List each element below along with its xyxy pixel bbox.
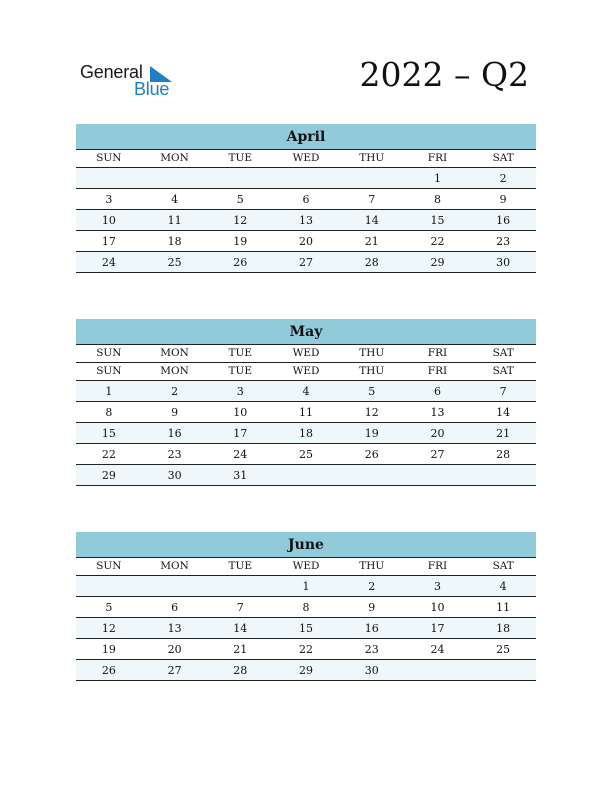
- week-row: [76, 618, 536, 639]
- week-row: [76, 660, 536, 681]
- weekday-label: FRI: [427, 365, 448, 377]
- day-cell: 23: [496, 235, 511, 248]
- weekday-label: SUN: [96, 365, 122, 377]
- weekday-label: TUE: [228, 560, 253, 572]
- day-cell: 27: [167, 664, 182, 677]
- day-cell: 16: [364, 622, 379, 635]
- day-cell: 17: [101, 235, 116, 248]
- day-cell: 6: [433, 385, 441, 398]
- weekday-label: SAT: [492, 365, 514, 377]
- day-cell: 10: [233, 406, 248, 419]
- week-row: [76, 252, 536, 273]
- week-row: [76, 210, 536, 231]
- day-cell: 6: [302, 193, 310, 206]
- day-cell: 1: [105, 385, 113, 398]
- page-title: 2022 – Q2: [359, 55, 529, 94]
- weekday-label: FRI: [427, 347, 448, 359]
- week-row: [76, 168, 536, 189]
- day-cell: [273, 168, 339, 188]
- weekday-header-row: [76, 558, 536, 576]
- day-cell: 7: [499, 385, 507, 398]
- week-row: [76, 444, 536, 465]
- weekday-label: SUN: [96, 347, 122, 359]
- day-cell: 7: [236, 601, 244, 614]
- weekday-label: FRI: [427, 560, 448, 572]
- day-cell: [470, 660, 536, 680]
- day-cell: 27: [430, 448, 445, 461]
- day-cell: 4: [171, 193, 179, 206]
- weekday-label: MON: [160, 365, 189, 377]
- weekday-label: THU: [359, 347, 385, 359]
- day-cell: 18: [299, 427, 314, 440]
- day-cell: 26: [364, 448, 379, 461]
- day-cell: [273, 465, 339, 485]
- weekday-label: WED: [292, 365, 320, 377]
- day-cell: 30: [167, 469, 182, 482]
- day-cell: [405, 465, 471, 485]
- month-may: [76, 319, 536, 486]
- day-cell: 18: [167, 235, 182, 248]
- month-name: June: [76, 532, 536, 558]
- day-cell: 30: [496, 256, 511, 269]
- day-cell: [207, 168, 273, 188]
- day-cell: [142, 168, 208, 188]
- day-cell: 28: [364, 256, 379, 269]
- day-cell: 20: [299, 235, 314, 248]
- week-row: [76, 402, 536, 423]
- week-row: [76, 423, 536, 444]
- day-cell: 9: [499, 193, 507, 206]
- weekday-label: TUE: [228, 365, 253, 377]
- weekday-label: THU: [359, 365, 385, 377]
- day-cell: 30: [364, 664, 379, 677]
- day-cell: 3: [105, 193, 113, 206]
- day-cell: 9: [368, 601, 376, 614]
- day-cell: 18: [496, 622, 511, 635]
- day-cell: 17: [430, 622, 445, 635]
- month-name: May: [76, 319, 536, 345]
- weekday-label: TUE: [228, 347, 253, 359]
- day-cell: 26: [101, 664, 116, 677]
- weekday-header-row: [76, 345, 536, 363]
- day-cell: [76, 576, 142, 596]
- weekday-label: WED: [292, 152, 320, 164]
- day-cell: 8: [105, 406, 113, 419]
- weekday-label: MON: [160, 347, 189, 359]
- weekday-label: WED: [292, 347, 320, 359]
- day-cell: 24: [233, 448, 248, 461]
- day-cell: 27: [299, 256, 314, 269]
- week-row: [76, 189, 536, 210]
- weekday-label: SUN: [96, 152, 122, 164]
- day-cell: [76, 168, 142, 188]
- day-cell: 20: [167, 643, 182, 656]
- day-cell: [470, 465, 536, 485]
- day-cell: 16: [496, 214, 511, 227]
- day-cell: 5: [368, 385, 376, 398]
- weekday-header-row: [76, 150, 536, 168]
- day-cell: 23: [167, 448, 182, 461]
- week-row: [76, 465, 536, 486]
- day-cell: 15: [430, 214, 445, 227]
- week-row: [76, 231, 536, 252]
- day-cell: 8: [433, 193, 441, 206]
- day-cell: 10: [101, 214, 116, 227]
- month-june: [76, 532, 536, 681]
- day-cell: 21: [364, 235, 379, 248]
- day-cell: 22: [299, 643, 314, 656]
- weekday-label: SUN: [96, 560, 122, 572]
- day-cell: 25: [299, 448, 314, 461]
- day-cell: 25: [496, 643, 511, 656]
- day-cell: 4: [302, 385, 310, 398]
- day-cell: 16: [167, 427, 182, 440]
- day-cell: 2: [499, 172, 507, 185]
- day-cell: 2: [368, 580, 376, 593]
- day-cell: 4: [499, 580, 507, 593]
- logo-text-general: General: [80, 62, 143, 82]
- weekday-label: FRI: [427, 152, 448, 164]
- month-april: [76, 124, 536, 273]
- day-cell: [339, 168, 405, 188]
- weekday-label: MON: [160, 560, 189, 572]
- day-cell: 1: [433, 172, 441, 185]
- day-cell: 12: [364, 406, 379, 419]
- weekday-label: WED: [292, 560, 320, 572]
- weekday-label: SAT: [492, 152, 514, 164]
- weekday-label: THU: [359, 152, 385, 164]
- month-name: April: [76, 124, 536, 150]
- day-cell: 6: [171, 601, 179, 614]
- day-cell: 10: [430, 601, 445, 614]
- day-cell: [339, 465, 405, 485]
- week-row: [76, 381, 536, 402]
- weekday-label: SAT: [492, 347, 514, 359]
- day-cell: 12: [101, 622, 116, 635]
- day-cell: [207, 576, 273, 596]
- brand-logo: [80, 62, 180, 98]
- day-cell: 28: [496, 448, 511, 461]
- day-cell: [405, 660, 471, 680]
- day-cell: 3: [236, 385, 244, 398]
- weekday-label: TUE: [228, 152, 253, 164]
- day-cell: 31: [233, 469, 248, 482]
- day-cell: 14: [364, 214, 379, 227]
- day-cell: 15: [299, 622, 314, 635]
- day-cell: 17: [233, 427, 248, 440]
- day-cell: 13: [167, 622, 182, 635]
- day-cell: 21: [496, 427, 511, 440]
- day-cell: 14: [496, 406, 511, 419]
- day-cell: 22: [430, 235, 445, 248]
- day-cell: 24: [101, 256, 116, 269]
- day-cell: 11: [299, 406, 314, 419]
- week-row: [76, 597, 536, 618]
- day-cell: 5: [105, 601, 113, 614]
- day-cell: 26: [233, 256, 248, 269]
- day-cell: 12: [233, 214, 248, 227]
- day-cell: 2: [171, 385, 179, 398]
- day-cell: 13: [299, 214, 314, 227]
- day-cell: 11: [167, 214, 182, 227]
- day-cell: 15: [101, 427, 116, 440]
- day-cell: 28: [233, 664, 248, 677]
- week-row: [76, 639, 536, 660]
- day-cell: 19: [233, 235, 248, 248]
- day-cell: 7: [368, 193, 376, 206]
- day-cell: 5: [236, 193, 244, 206]
- weekday-label: SAT: [492, 560, 514, 572]
- day-cell: 29: [299, 664, 314, 677]
- day-cell: 24: [430, 643, 445, 656]
- day-cell: [142, 576, 208, 596]
- day-cell: 29: [101, 469, 116, 482]
- day-cell: 8: [302, 601, 310, 614]
- day-cell: 9: [171, 406, 179, 419]
- weekday-label: THU: [359, 560, 385, 572]
- day-cell: 19: [101, 643, 116, 656]
- day-cell: 23: [364, 643, 379, 656]
- day-cell: 11: [496, 601, 511, 614]
- day-cell: 29: [430, 256, 445, 269]
- day-cell: 14: [233, 622, 248, 635]
- day-cell: 1: [302, 580, 310, 593]
- logo-text-blue: Blue: [134, 79, 170, 99]
- weekday-header-row: [76, 363, 536, 381]
- day-cell: 20: [430, 427, 445, 440]
- day-cell: 19: [364, 427, 379, 440]
- day-cell: 25: [167, 256, 182, 269]
- day-cell: 22: [101, 448, 116, 461]
- week-row: [76, 576, 536, 597]
- weekday-label: MON: [160, 152, 189, 164]
- day-cell: 13: [430, 406, 445, 419]
- day-cell: 21: [233, 643, 248, 656]
- day-cell: 3: [433, 580, 441, 593]
